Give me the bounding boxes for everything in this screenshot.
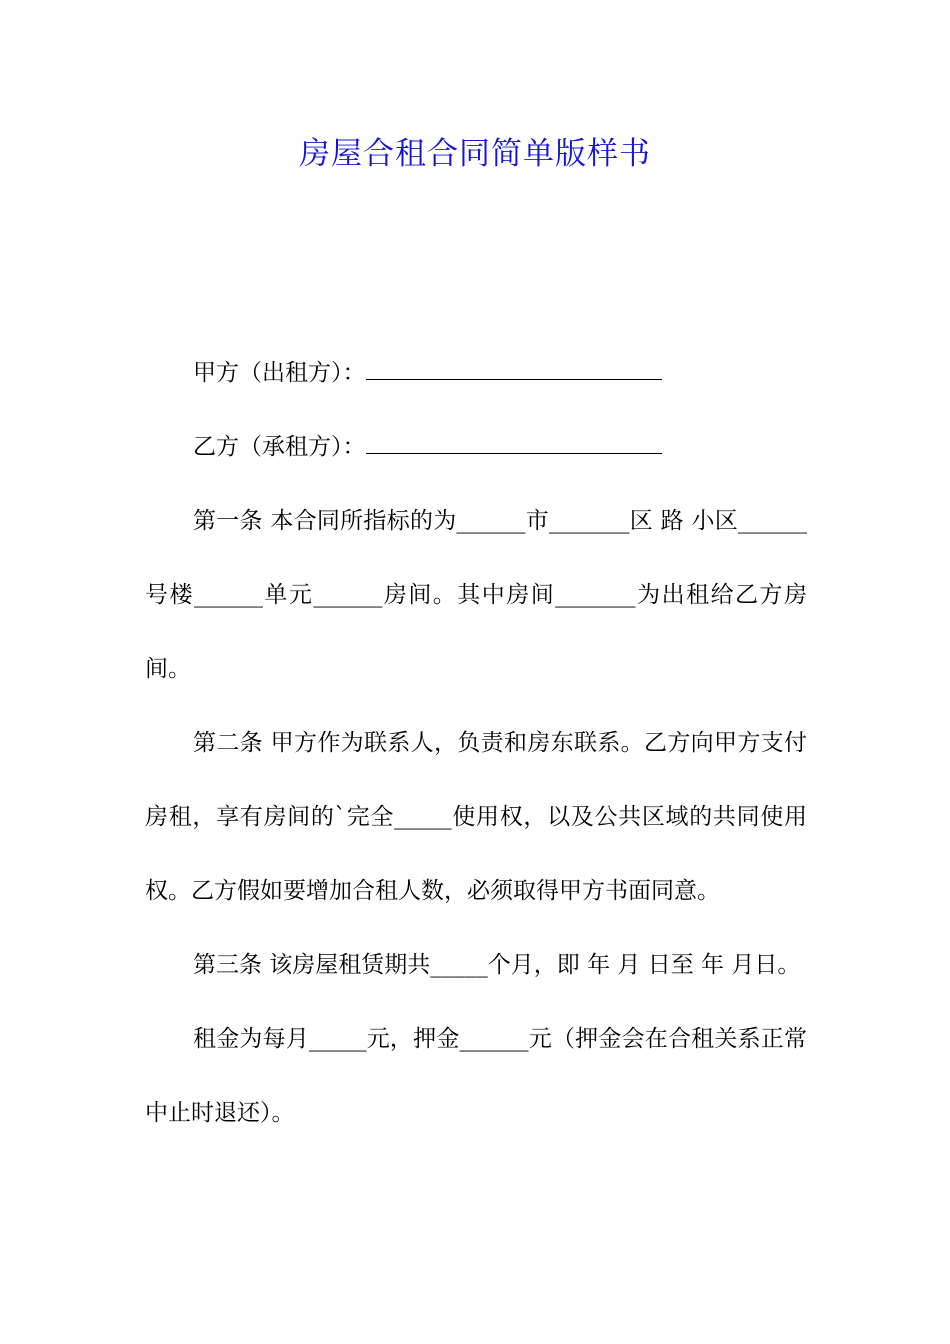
article-1: 第一条 本合同所指标的为______市_______区 路 小区______号楼______单元______房间。其中房间_______为出租给乙方房间。 [145, 508, 807, 682]
party-a-label: 甲方（出租方）： [193, 360, 366, 386]
party-a-line [145, 336, 807, 410]
contract-body [145, 336, 807, 1150]
party-b-label: 乙方（承租方）： [193, 434, 366, 460]
article-3: 第三条 该房屋租赁期共_____个月，即 年 月 日至 年 月日。 [193, 952, 801, 978]
rent-clause: 租金为每月_____元，押金______元（押金会在合租关系正常中止时退还）。 [145, 1026, 807, 1126]
document-title: 房屋合租合同简单版样书 [299, 136, 651, 172]
party-b-line [145, 410, 807, 484]
party-b-blank [366, 433, 662, 454]
party-a-blank [366, 359, 662, 380]
article-2: 第二条 甲方作为联系人，负责和房东联系。乙方向甲方支付房租，享有房间的`完全_____使用权，以及公共区域的共同使用权。乙方假如要增加合租人数，必须取得甲方书面同意。 [145, 730, 807, 904]
